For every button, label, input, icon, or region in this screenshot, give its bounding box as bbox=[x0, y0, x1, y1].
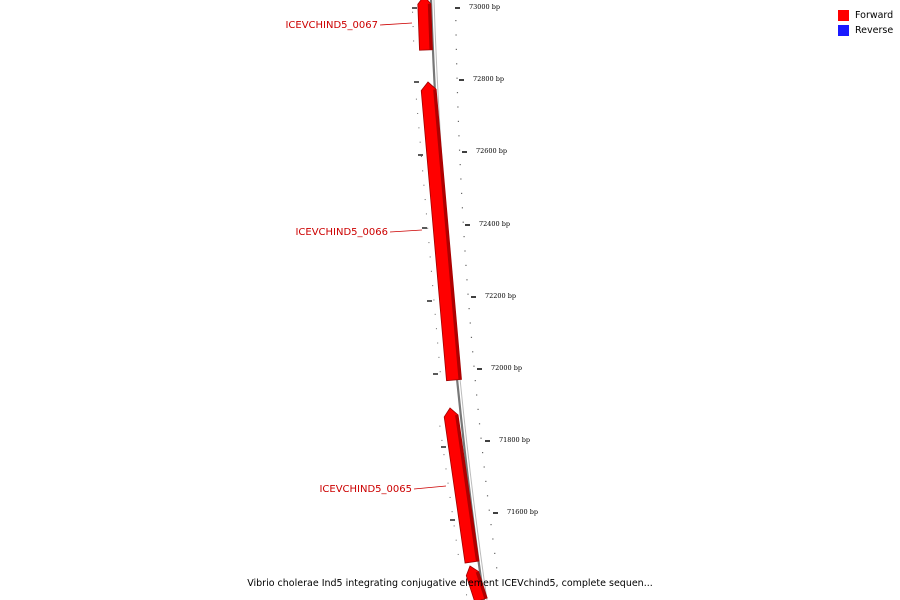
ruler-minor-tick bbox=[475, 380, 476, 381]
ruler-minor-tick bbox=[476, 394, 477, 395]
gene-scale-dot bbox=[437, 343, 438, 344]
gene-scale-dot bbox=[432, 285, 433, 286]
gene-scale-dot bbox=[439, 426, 440, 427]
ruler-minor-tick bbox=[484, 466, 485, 467]
ruler-minor-tick bbox=[496, 567, 497, 568]
gene-label[interactable]: ICEVCHIND5_0066 bbox=[295, 227, 388, 238]
gene-label-leader bbox=[380, 23, 412, 25]
gene-scale-dot bbox=[456, 540, 457, 541]
gene-scale-dot bbox=[438, 357, 439, 358]
ruler-minor-tick bbox=[456, 63, 457, 64]
gene-scale-dot bbox=[412, 12, 413, 13]
gene-scale-dot bbox=[421, 156, 422, 157]
gene-scale-dot bbox=[441, 440, 442, 441]
ruler-minor-tick bbox=[466, 279, 467, 280]
gene-scale-dot bbox=[423, 185, 424, 186]
gene-scale-dot bbox=[436, 328, 437, 329]
gene-scale-dot bbox=[413, 40, 414, 41]
gene-arrow-0066[interactable] bbox=[416, 82, 462, 381]
gene-scale-dot bbox=[413, 26, 414, 27]
gene-scale-dot bbox=[440, 371, 441, 372]
ruler-minor-tick bbox=[462, 207, 463, 208]
ruler-tick-label: 72200 bp bbox=[485, 292, 517, 300]
ruler-minor-tick bbox=[464, 250, 465, 251]
gene-track bbox=[412, 0, 487, 600]
gene-scale-dot bbox=[428, 242, 429, 243]
gene-label[interactable]: ICEVCHIND5_0065 bbox=[319, 484, 412, 495]
ruler-minor-tick bbox=[490, 524, 491, 525]
map-caption: Vibrio cholerae Ind5 integrating conjugative element ICEVchind5, complete sequen... bbox=[247, 578, 653, 589]
legend-label-forward: Forward bbox=[855, 10, 894, 21]
ruler-minor-tick bbox=[477, 409, 478, 410]
gene-scale-dot bbox=[445, 468, 446, 469]
ruler-tick-label: 73000 bp bbox=[469, 3, 501, 11]
gene-scale-dot bbox=[430, 256, 431, 257]
forward-swatch bbox=[838, 10, 849, 21]
gene-scale-dot bbox=[452, 511, 453, 512]
gene-scale-dot bbox=[426, 213, 427, 214]
ruler-tick-label: 71600 bp bbox=[507, 508, 539, 516]
ruler-minor-tick bbox=[457, 92, 458, 93]
ruler-minor-tick bbox=[463, 222, 464, 223]
gene-scale-dot bbox=[416, 99, 417, 100]
gene-scale-dot bbox=[431, 271, 432, 272]
gene-scale-dot bbox=[443, 454, 444, 455]
ruler-minor-tick bbox=[460, 164, 461, 165]
ruler-minor-tick bbox=[461, 193, 462, 194]
gene-scale-dot bbox=[422, 170, 423, 171]
legend-item-reverse bbox=[838, 23, 898, 38]
ruler-minor-tick bbox=[492, 538, 493, 539]
ruler-minor-tick bbox=[473, 366, 474, 367]
ruler-minor-tick bbox=[457, 106, 458, 107]
ruler-tick-label: 72600 bp bbox=[476, 147, 508, 155]
gene-scale-dot bbox=[454, 525, 455, 526]
ruler-minor-tick bbox=[463, 236, 464, 237]
gene-label[interactable]: ICEVCHIND5_0067 bbox=[285, 20, 378, 31]
ruler-tick-label: 72800 bp bbox=[473, 75, 505, 83]
gene-scale-dot bbox=[417, 113, 418, 114]
legend-label-reverse: Reverse bbox=[855, 25, 894, 36]
gene-scale-dot bbox=[427, 228, 428, 229]
gene-scale-dot bbox=[466, 594, 467, 595]
gene-arrow-0065[interactable] bbox=[439, 408, 479, 563]
gene-scale-dot bbox=[450, 497, 451, 498]
ruler-minor-tick bbox=[479, 423, 480, 424]
gene-scale-dot bbox=[418, 127, 419, 128]
ruler-tick-label: 71800 bp bbox=[499, 436, 531, 444]
ruler-minor-tick bbox=[472, 351, 473, 352]
ruler-minor-tick bbox=[471, 337, 472, 338]
ruler-minor-tick bbox=[482, 452, 483, 453]
ruler-minor-tick bbox=[460, 178, 461, 179]
ruler-minor-tick bbox=[485, 481, 486, 482]
ruler-minor-tick bbox=[456, 49, 457, 50]
ruler-minor-tick bbox=[467, 294, 468, 295]
ruler-minor-tick bbox=[459, 150, 460, 151]
gene-scale-dot bbox=[425, 199, 426, 200]
strand-legend bbox=[838, 8, 898, 38]
gene-scale-dot bbox=[458, 554, 459, 555]
ruler-minor-tick bbox=[489, 510, 490, 511]
gene-scale-dot bbox=[433, 299, 434, 300]
gene-scale-dot bbox=[448, 483, 449, 484]
gene-label-leader bbox=[390, 230, 422, 232]
ruler-minor-tick bbox=[456, 78, 457, 79]
ruler-minor-tick bbox=[458, 135, 459, 136]
ruler-tick-label: 72000 bp bbox=[491, 364, 523, 372]
ruler-minor-tick bbox=[465, 265, 466, 266]
gene-label-leader bbox=[414, 486, 446, 489]
ruler-tick-label: 72400 bp bbox=[479, 220, 511, 228]
gene-scale-dot bbox=[420, 142, 421, 143]
ruler-minor-tick bbox=[455, 20, 456, 21]
ruler-minor-tick bbox=[480, 438, 481, 439]
ruler-minor-tick bbox=[470, 322, 471, 323]
legend-item-forward bbox=[838, 8, 898, 23]
ruler-minor-tick bbox=[455, 34, 456, 35]
gene-scale-dot bbox=[435, 314, 436, 315]
reverse-swatch bbox=[838, 25, 849, 36]
ruler-minor-tick bbox=[469, 308, 470, 309]
ruler-minor-tick bbox=[494, 553, 495, 554]
ruler-minor-tick bbox=[487, 495, 488, 496]
ruler-minor-tick bbox=[458, 121, 459, 122]
